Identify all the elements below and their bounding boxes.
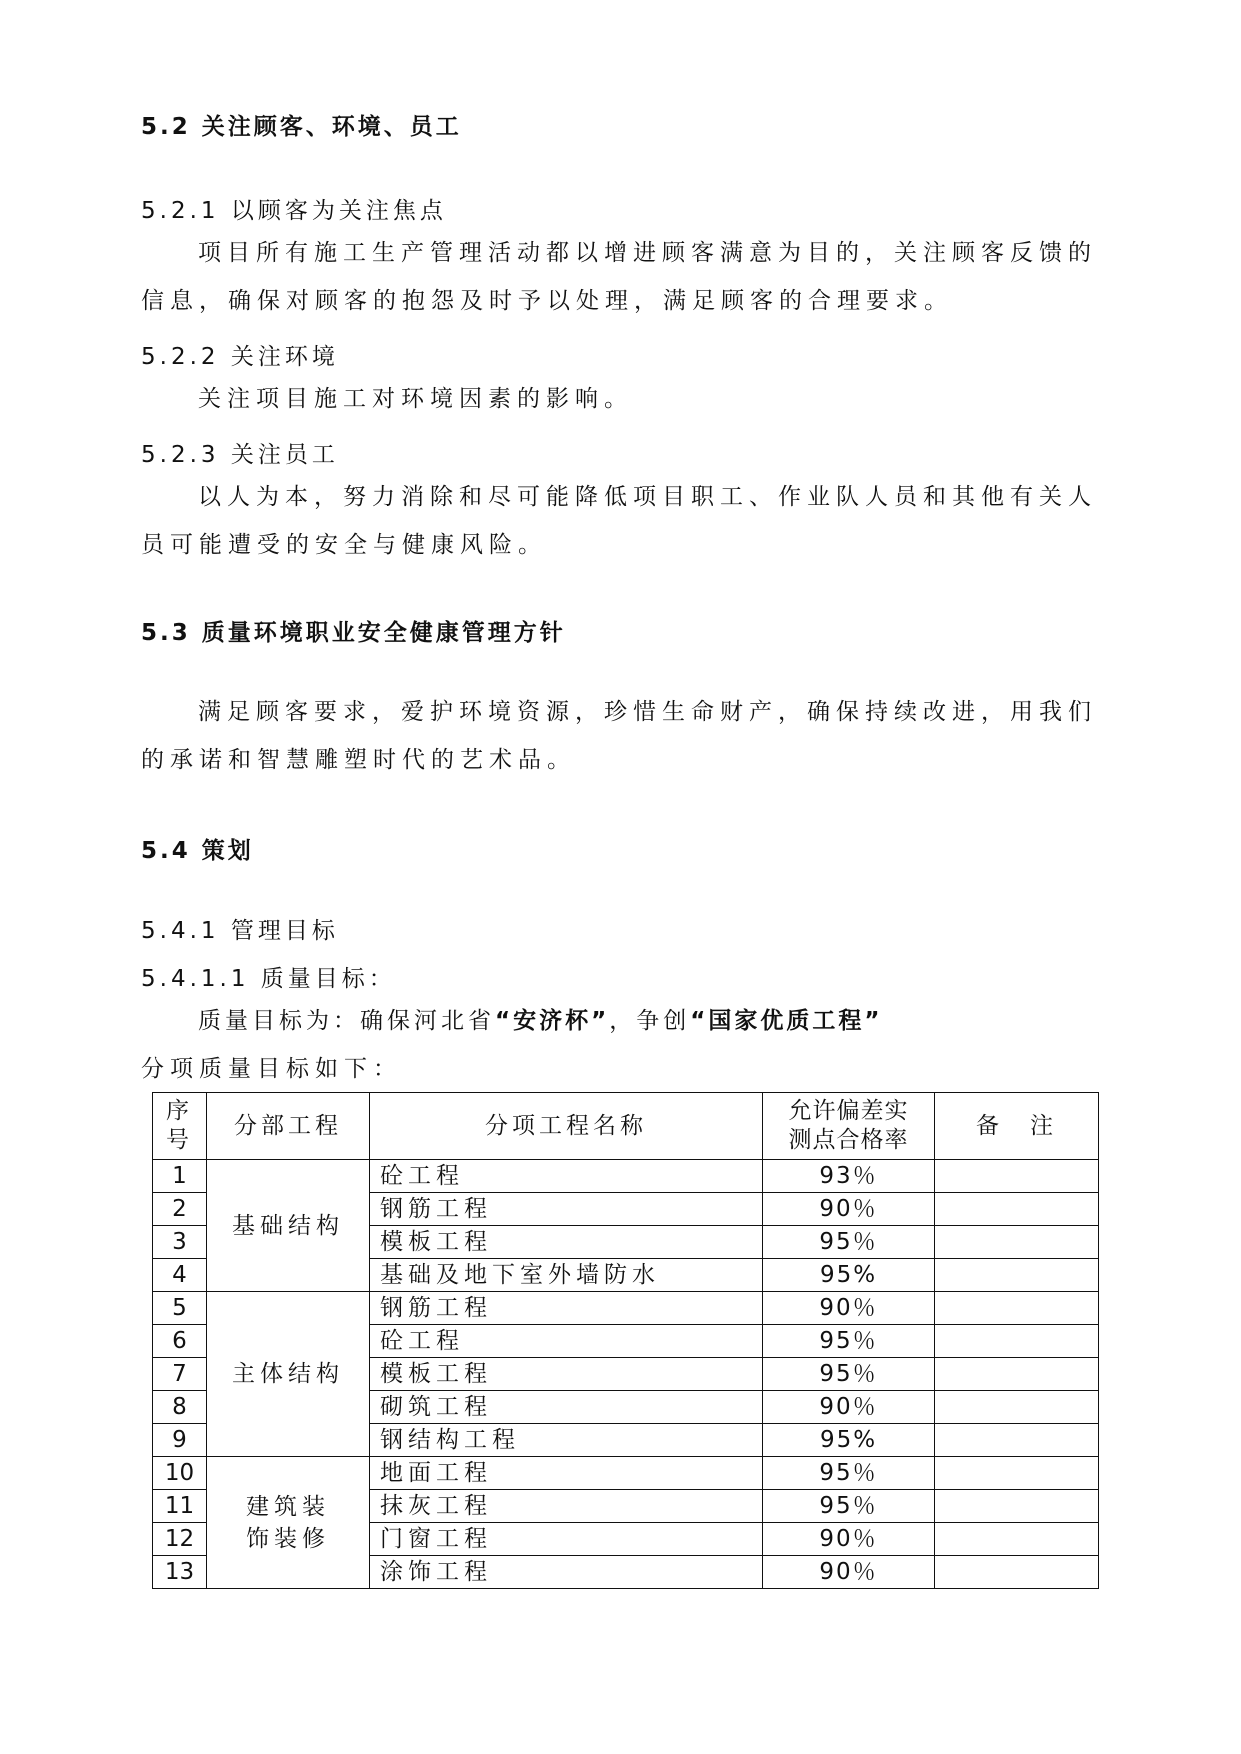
row-no: 2 xyxy=(153,1193,207,1226)
table-header-row xyxy=(153,1093,1099,1160)
row-remark xyxy=(935,1193,1099,1226)
section-heading-5-4: 5.4 策划 xyxy=(141,838,254,864)
group-foundation: 基础结构 xyxy=(207,1160,370,1292)
table-row xyxy=(153,1292,1099,1325)
row-item-name: 钢筋工程 xyxy=(370,1292,763,1325)
header-pass-rate xyxy=(763,1093,935,1160)
row-pass-rate: 90％ xyxy=(763,1193,935,1226)
row-pass-rate: 95％ xyxy=(763,1457,935,1490)
row-item-name: 基础及地下室外墙防水 xyxy=(370,1259,763,1292)
header-rate-line1: 允许偏差实 xyxy=(788,1098,909,1124)
policy-line1: 满足顾客要求，爱护环境资源，珍惜生命财产，确保持续改进，用我们 xyxy=(198,699,1097,725)
row-no: 4 xyxy=(153,1259,207,1292)
row-remark xyxy=(935,1226,1099,1259)
subsection-title-5-4-1-1: 5.4.1.1 质量目标： xyxy=(141,966,396,992)
row-no: 10 xyxy=(153,1457,207,1490)
row-pass-rate: 90％ xyxy=(763,1292,935,1325)
row-item-name: 模板工程 xyxy=(370,1226,763,1259)
row-pass-rate: 95% xyxy=(763,1424,935,1457)
group-main-structure: 主体结构 xyxy=(207,1292,370,1457)
row-pass-rate: 90％ xyxy=(763,1523,935,1556)
row-remark xyxy=(935,1490,1099,1523)
row-remark xyxy=(935,1457,1099,1490)
row-item-name: 模板工程 xyxy=(370,1358,763,1391)
header-seq xyxy=(153,1093,207,1160)
table-row xyxy=(153,1457,1099,1490)
row-no: 7 xyxy=(153,1358,207,1391)
row-pass-rate: 90％ xyxy=(763,1556,935,1589)
header-item-name: 分项工程名称 xyxy=(370,1093,763,1160)
paragraph-5-2-1-line2: 信息，确保对顾客的抱怨及时予以处理，满足顾客的合理要求。 xyxy=(141,288,953,314)
row-remark xyxy=(935,1325,1099,1358)
subsection-title-5-2-1: 5.2.1 以顾客为关注焦点 xyxy=(141,198,447,224)
row-no: 5 xyxy=(153,1292,207,1325)
header-seq-line1: 序 xyxy=(166,1098,193,1124)
row-remark xyxy=(935,1358,1099,1391)
row-pass-rate: 95％ xyxy=(763,1325,935,1358)
row-remark xyxy=(935,1556,1099,1589)
row-item-name: 地面工程 xyxy=(370,1457,763,1490)
paragraph-5-2-2-line1: 关注项目施工对环境因素的影响。 xyxy=(198,386,633,412)
quality-target-award-2: “国家优质工程” xyxy=(690,1008,883,1034)
quality-target-prefix: 质量目标为：确保河北省 xyxy=(198,1008,495,1034)
paragraph-5-2-1-line1: 项目所有施工生产管理活动都以增进顾客满意为目的，关注顾客反馈的 xyxy=(198,240,1097,266)
section-heading-5-2: 5.2 关注顾客、环境、员工 xyxy=(141,114,462,140)
row-item-name: 砌筑工程 xyxy=(370,1391,763,1424)
subsection-title-5-4-1: 5.4.1 管理目标 xyxy=(141,918,339,944)
policy-line2: 的承诺和智慧雕塑时代的艺术品。 xyxy=(141,747,576,773)
paragraph-5-2-3-line1: 以人为本，努力消除和尽可能降低项目职工、作业队人员和其他有关人 xyxy=(198,484,1097,510)
row-remark xyxy=(935,1424,1099,1457)
subsection-title-5-2-3: 5.2.3 关注员工 xyxy=(141,442,339,468)
row-item-name: 钢结构工程 xyxy=(370,1424,763,1457)
header-division: 分部工程 xyxy=(207,1093,370,1160)
quality-target-table xyxy=(152,1092,1099,1589)
paragraph-5-2-3-line2: 员可能遭受的安全与健康风险。 xyxy=(141,532,547,558)
header-rate-line2: 测点合格率 xyxy=(788,1127,909,1153)
row-item-name: 砼工程 xyxy=(370,1160,763,1193)
row-no: 8 xyxy=(153,1391,207,1424)
row-item-name: 砼工程 xyxy=(370,1325,763,1358)
quality-target-mid: ，争创 xyxy=(609,1008,691,1034)
row-remark xyxy=(935,1160,1099,1193)
row-remark xyxy=(935,1259,1099,1292)
row-no: 12 xyxy=(153,1523,207,1556)
row-pass-rate: 90％ xyxy=(763,1391,935,1424)
row-pass-rate: 95％ xyxy=(763,1490,935,1523)
group-decoration-line1: 建筑装 xyxy=(246,1493,330,1520)
table-row xyxy=(153,1160,1099,1193)
row-item-name: 门窗工程 xyxy=(370,1523,763,1556)
header-seq-line2: 号 xyxy=(166,1127,193,1153)
row-remark xyxy=(935,1292,1099,1325)
row-remark xyxy=(935,1391,1099,1424)
row-pass-rate: 93％ xyxy=(763,1160,935,1193)
row-item-name: 抹灰工程 xyxy=(370,1490,763,1523)
row-no: 6 xyxy=(153,1325,207,1358)
row-item-name: 钢筋工程 xyxy=(370,1193,763,1226)
header-remark: 备 注 xyxy=(935,1093,1099,1160)
row-pass-rate: 95% xyxy=(763,1259,935,1292)
row-remark xyxy=(935,1523,1099,1556)
row-pass-rate: 95％ xyxy=(763,1358,935,1391)
quality-target-award-1: “安济杯” xyxy=(495,1008,610,1034)
quality-target-line xyxy=(198,997,882,1045)
subsection-title-5-2-2: 5.2.2 关注环境 xyxy=(141,344,339,370)
row-item-name: 涂饰工程 xyxy=(370,1556,763,1589)
row-no: 13 xyxy=(153,1556,207,1589)
row-no: 11 xyxy=(153,1490,207,1523)
row-pass-rate: 95％ xyxy=(763,1226,935,1259)
row-no: 9 xyxy=(153,1424,207,1457)
section-heading-5-3: 5.3 质量环境职业安全健康管理方针 xyxy=(141,620,566,646)
sub-target-intro: 分项质量目标如下： xyxy=(141,1056,402,1082)
group-decoration-line2: 饰装修 xyxy=(246,1525,330,1552)
row-no: 3 xyxy=(153,1226,207,1259)
row-no: 1 xyxy=(153,1160,207,1193)
group-decoration xyxy=(207,1457,370,1589)
